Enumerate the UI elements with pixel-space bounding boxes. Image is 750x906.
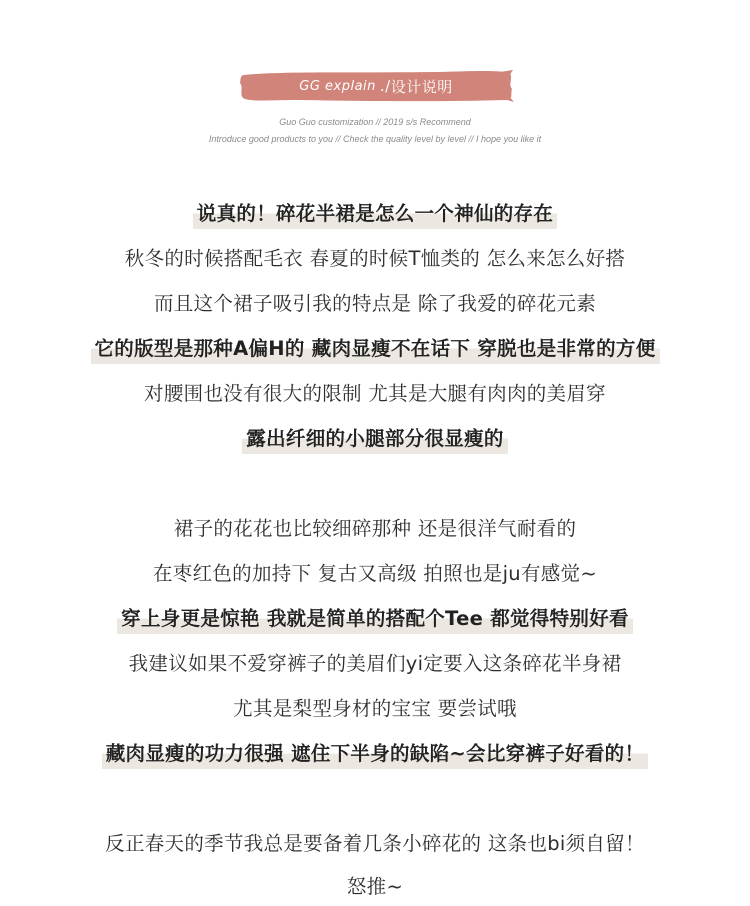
subtitle-line-2: Introduce good products to you // Check the quality level by level // I hope you like it <box>208 134 542 144</box>
text-line-content: 藏肉显瘦的功力很强 遮住下半身的缺陷~会比穿裤子好看的！ <box>102 737 649 769</box>
text-line <box>0 557 750 593</box>
text-line-content: 尤其是梨型身材的宝宝 要尝试哦 <box>233 697 517 720</box>
text-line <box>0 287 750 323</box>
text-line-content: 而且这个裙子吸引我的特点是 除了我爱的碎花元素 <box>153 292 597 315</box>
text-line <box>0 332 750 368</box>
text-line-content: 穿上身更是惊艳 我就是简单的搭配个Tee 都觉得特别好看 <box>117 602 633 634</box>
text-line <box>0 737 750 773</box>
subtitle-line-1: Guo Guo customization // 2019 s/s Recommend <box>279 117 471 127</box>
text-line-content: 怒推~ <box>346 875 404 898</box>
text-line-content: 裙子的花花也比较细碎那种 还是很洋气耐看的 <box>173 517 577 540</box>
text-line <box>0 377 750 413</box>
text-line <box>0 647 750 683</box>
text-line <box>0 512 750 548</box>
text-line <box>0 422 750 458</box>
banner-separator: ./ <box>379 77 391 95</box>
text-line <box>0 242 750 278</box>
banner-en-label: GG explain <box>299 78 376 94</box>
text-line-content: 露出纤细的小腿部分很显瘦的 <box>242 422 507 454</box>
text-line-content: 秋冬的时候搭配毛衣 春夏的时候T恤类的 怎么来怎么好搭 <box>124 247 626 270</box>
text-line-content: 反正春天的季节我总是要备着几条小碎花的 这条也bi须自留！ <box>105 832 645 855</box>
text-line <box>0 197 750 233</box>
banner-zh-label: 设计说明 <box>390 77 453 96</box>
text-line-content: 说真的！碎花半裙是怎么一个神仙的存在 <box>193 197 557 229</box>
text-line-content: 在枣红色的加持下 复古又高级 拍照也是ju有感觉~ <box>152 562 597 585</box>
title-banner <box>238 69 514 103</box>
text-line-content: 我建议如果不爱穿裤子的美眉们yi定要入这条碎花半身裙 <box>128 652 622 675</box>
text-line-content: 它的版型是那种A偏H的 藏肉显瘦不在话下 穿脱也是非常的方便 <box>91 332 660 364</box>
text-line-content: 对腰围也没有很大的限制 尤其是大腿有肉肉的美眉穿 <box>144 382 606 405</box>
text-line <box>0 602 750 638</box>
text-line <box>0 827 750 863</box>
text-line <box>0 692 750 728</box>
text-line <box>0 870 750 906</box>
